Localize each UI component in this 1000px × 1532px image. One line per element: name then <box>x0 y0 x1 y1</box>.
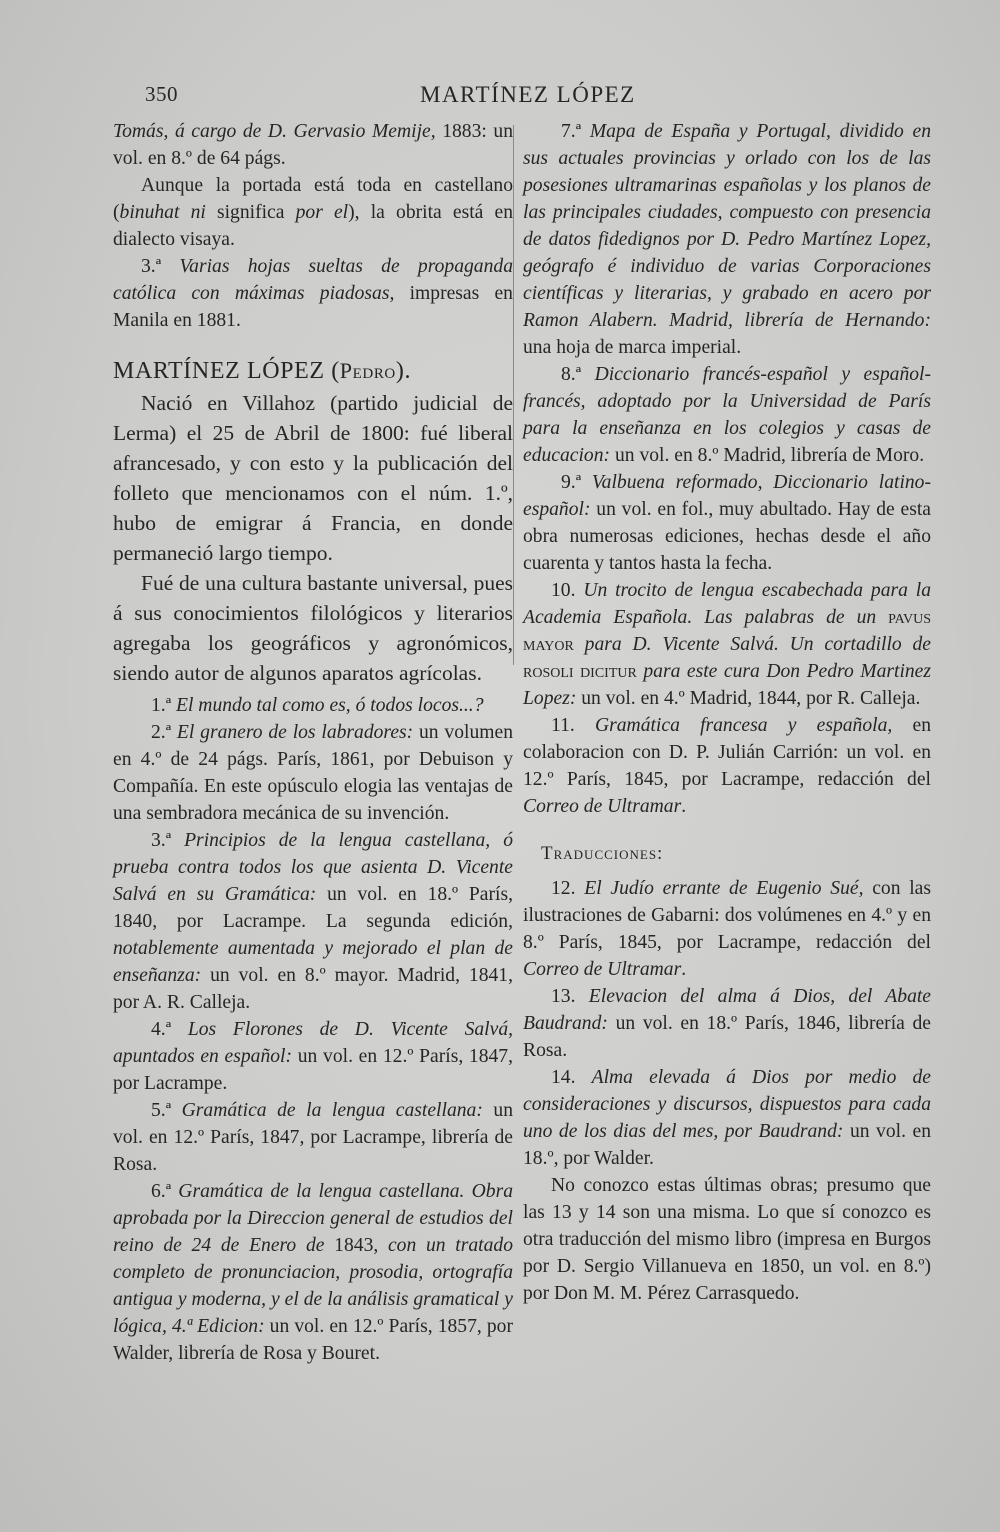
item-number: 1.ª <box>151 695 176 716</box>
note-italic: binuhat ni <box>119 202 206 223</box>
continued-title-fragment: Tomás, á cargo de D. Gervasio Memije, <box>113 121 436 142</box>
note-text: significa <box>205 202 296 223</box>
note-text: Aunque la portada está toda en castellano ( <box>113 175 513 223</box>
item-title: Gramática francesa y española, <box>594 715 893 736</box>
page-number: 350 <box>145 82 178 106</box>
item-title: El mundo tal como es, ó todos locos...? <box>176 695 484 716</box>
item-number: 11. <box>551 715 595 736</box>
item-imprint: un vol. en fol., muy abultado. Hay de esta obra numerosas ediciones, hechas desde el año cuarenta y tantos hasta la fecha. <box>523 499 931 574</box>
entry-heading <box>113 356 513 386</box>
biography-paragraph-1: Nació en Villahoz (partido judicial de Lerma) el 25 de Abril de 1800: fué liberal afrancesado, y con esto y la publicación del folleto que mencionamos con el núm. 1.º, hubo de emigrar á Francia, en donde permaneció largo tiempo. <box>113 391 513 565</box>
list-item-3 <box>113 827 513 1016</box>
list-item-1 <box>113 692 513 719</box>
entry-heading-end: ). <box>395 358 412 384</box>
item-smallcaps: rosoli dicitur <box>523 661 637 682</box>
item-imprint: un vol. en 12.º París, 1857, por Walder, librería de Rosa y Bouret. <box>113 1316 513 1364</box>
continued-imprint: 1883: un vol. en 8.º de 64 págs. <box>113 121 513 169</box>
item-title-continued: para este cura Don Pedro Martinez Lopez: <box>523 661 932 709</box>
list-item-5 <box>113 1097 513 1178</box>
item-number: 7.ª <box>561 121 590 142</box>
item-number: 3.ª <box>141 256 180 277</box>
item-number: 8.ª <box>561 364 595 385</box>
list-item-6 <box>113 1178 513 1367</box>
item-imprint: un vol. en 18.º París, 1840, por Lacrampe. La segunda edición, <box>113 884 513 932</box>
list-item-11 <box>523 712 931 820</box>
page-header <box>0 80 1000 114</box>
item-title: El Judío errante de Eugenio Sué, <box>584 878 864 899</box>
item-periodical: Correo de Ultramar <box>523 959 682 980</box>
item-imprint: un vol. en 18.º París, 1846, librería de Rosa. <box>523 1013 931 1061</box>
item-title: Mapa de España y Portugal, dividido en sus actuales provincias y orlado con los de las posesiones ultramarinas españolas y los planos de las principales ciudades, compuesto con presencia de datos fidedignos por D. Pedro Martínez Lopez, geógrafo é individuo de varias Corporaciones científicas y literarias, y grabado en acero por Ramon Alabern. Madrid, librería de Hernando: <box>523 121 931 331</box>
left-column <box>113 118 513 1367</box>
item-title: Gramática de la lengua castellana. Obra aprobada por la Direccion general de estudios del reino de 24 de Enero de <box>113 1181 514 1256</box>
item-number: 13. <box>551 986 589 1007</box>
item-imprint: un vol. en 18.º, por Walder. <box>523 1121 931 1169</box>
continued-note <box>113 172 513 253</box>
item-end: . <box>681 959 687 980</box>
item-imprint: en colaboracion con D. P. Julián Carrión: un vol. en 12.º París, 1845, por Lacrampe, redacción del <box>523 715 931 790</box>
item-smallcaps: pavus mayor <box>523 607 931 655</box>
item-title: Varias hojas sueltas de propaganda católica con máximas piadosas, <box>113 256 513 304</box>
item-number: 4.ª <box>151 1019 188 1040</box>
right-column <box>523 118 931 1307</box>
item-number: 10. <box>551 580 584 601</box>
item-periodical: Correo de Ultramar <box>523 796 682 817</box>
item-title: Gramática de la lengua castellana: <box>181 1100 483 1121</box>
item-imprint: un vol. en 8.º mayor. Madrid, 1841, por A. R. Calleja. <box>113 965 513 1013</box>
item-title: Diccionario francés-español y español-francés, adoptado por la Universidad de París para la enseñanza en los colegios y casas de educacion: <box>523 364 932 466</box>
item-number: 6.ª <box>151 1181 179 1202</box>
item-imprint: un vol. en 12.º París, 1847, por Lacrampe. <box>113 1046 514 1094</box>
item-number: 2.ª <box>151 722 177 743</box>
item-number: 9.ª <box>561 472 592 493</box>
item-imprint: un vol. en 12.º París, 1847, por Lacrampe, librería de Rosa. <box>113 1100 513 1175</box>
list-item-8 <box>523 361 931 469</box>
item-end: . <box>681 796 687 817</box>
item-imprint: una hoja de marca imperial. <box>523 337 742 358</box>
item-title-continued: con un tratado completo de pronunciacion, prosodia, ortografía antigua y moderna, y el de la análisis gramatical y lógica, 4.ª Edicion: <box>113 1235 513 1337</box>
item-imprint: un vol. en 4.º Madrid, 1844, por R. Calleja. <box>576 688 921 709</box>
item-title: Los Florones de D. Vicente Salvá, apuntados en español: <box>113 1019 514 1067</box>
item-title: Alma elevada á Dios por medio de consideraciones y discursos, dispuestos para cada uno de los dias del mes, por Baudrand: <box>523 1067 931 1142</box>
note-text: ), la obrita está en dialecto visaya. <box>113 202 514 250</box>
entry-given-name: Pedro <box>339 358 396 383</box>
item-edition-note: notablemente aumentada y mejorado el plan de enseñanza: <box>113 938 513 986</box>
list-item-9 <box>523 469 931 577</box>
biography-paragraph-2: Fué de una cultura bastante universal, pues á sus conocimientos filológicos y literarios agregaba los geográficos y agronómicos, siendo autor de algunos aparatos agrícolas. <box>113 571 513 685</box>
column-divider <box>513 125 514 665</box>
list-item-12 <box>523 875 931 983</box>
list-item-4 <box>113 1016 513 1097</box>
list-item-14 <box>523 1064 931 1172</box>
note-italic: por el <box>295 202 349 223</box>
item-title: Valbuena reformado, Diccionario latino-español: <box>523 472 932 520</box>
item-number: 5.ª <box>151 1100 182 1121</box>
item-imprint: un vol. en 8.º Madrid, librería de Moro. <box>610 445 925 466</box>
list-item-3-previous <box>113 253 513 334</box>
item-number: 3.ª <box>151 830 185 851</box>
item-imprint: con las ilustraciones de Gabarni: dos volúmenes en 4.º y en 8.º París, 1845, por Lacrampe, redacción del <box>523 878 931 953</box>
item-title: Elevacion del alma á Dios, del Abate Baudrand: <box>523 986 932 1034</box>
section-heading-translations: Traducciones: <box>541 843 664 864</box>
item-title: El granero de los labradores: <box>176 722 414 743</box>
item-imprint: impresas en Manila en 1881. <box>113 283 513 331</box>
item-title: Un trocito de lengua escabechada para la Academia Española. Las palabras de un <box>523 580 932 628</box>
item-year: 1843, <box>334 1235 379 1256</box>
continued-entry-text <box>113 118 513 172</box>
closing-note: No conozco estas últimas obras; presumo que las 13 y 14 son una misma. Lo que sí conozco es otra traducción del mismo libro (impresa en Burgos por D. Sergio Villanueva en 1850, un vol. en 8.º) por Don M. M. Pérez Carrasquedo. <box>523 1175 931 1304</box>
entry-surname: MARTÍNEZ LÓPEZ ( <box>113 358 340 384</box>
item-title-continued: para D. Vicente Salvá. Un cortadillo de <box>573 634 931 655</box>
list-item-13 <box>523 983 931 1064</box>
list-item-7 <box>523 118 931 361</box>
item-title: Principios de la lengua castellana, ó prueba contra todos los que asienta D. Vicente Salvá en su Gramática: <box>113 830 513 905</box>
item-number: 14. <box>551 1067 592 1088</box>
item-number: 12. <box>551 878 585 899</box>
running-head: MARTÍNEZ LÓPEZ <box>420 82 636 107</box>
list-item-2 <box>113 719 513 827</box>
list-item-10 <box>523 577 931 712</box>
item-imprint: un volumen en 4.º de 24 págs. París, 1861, por Debuison y Compañía. En este opúsculo elogia las ventajas de una sembradora mecánica de su invención. <box>113 722 513 824</box>
